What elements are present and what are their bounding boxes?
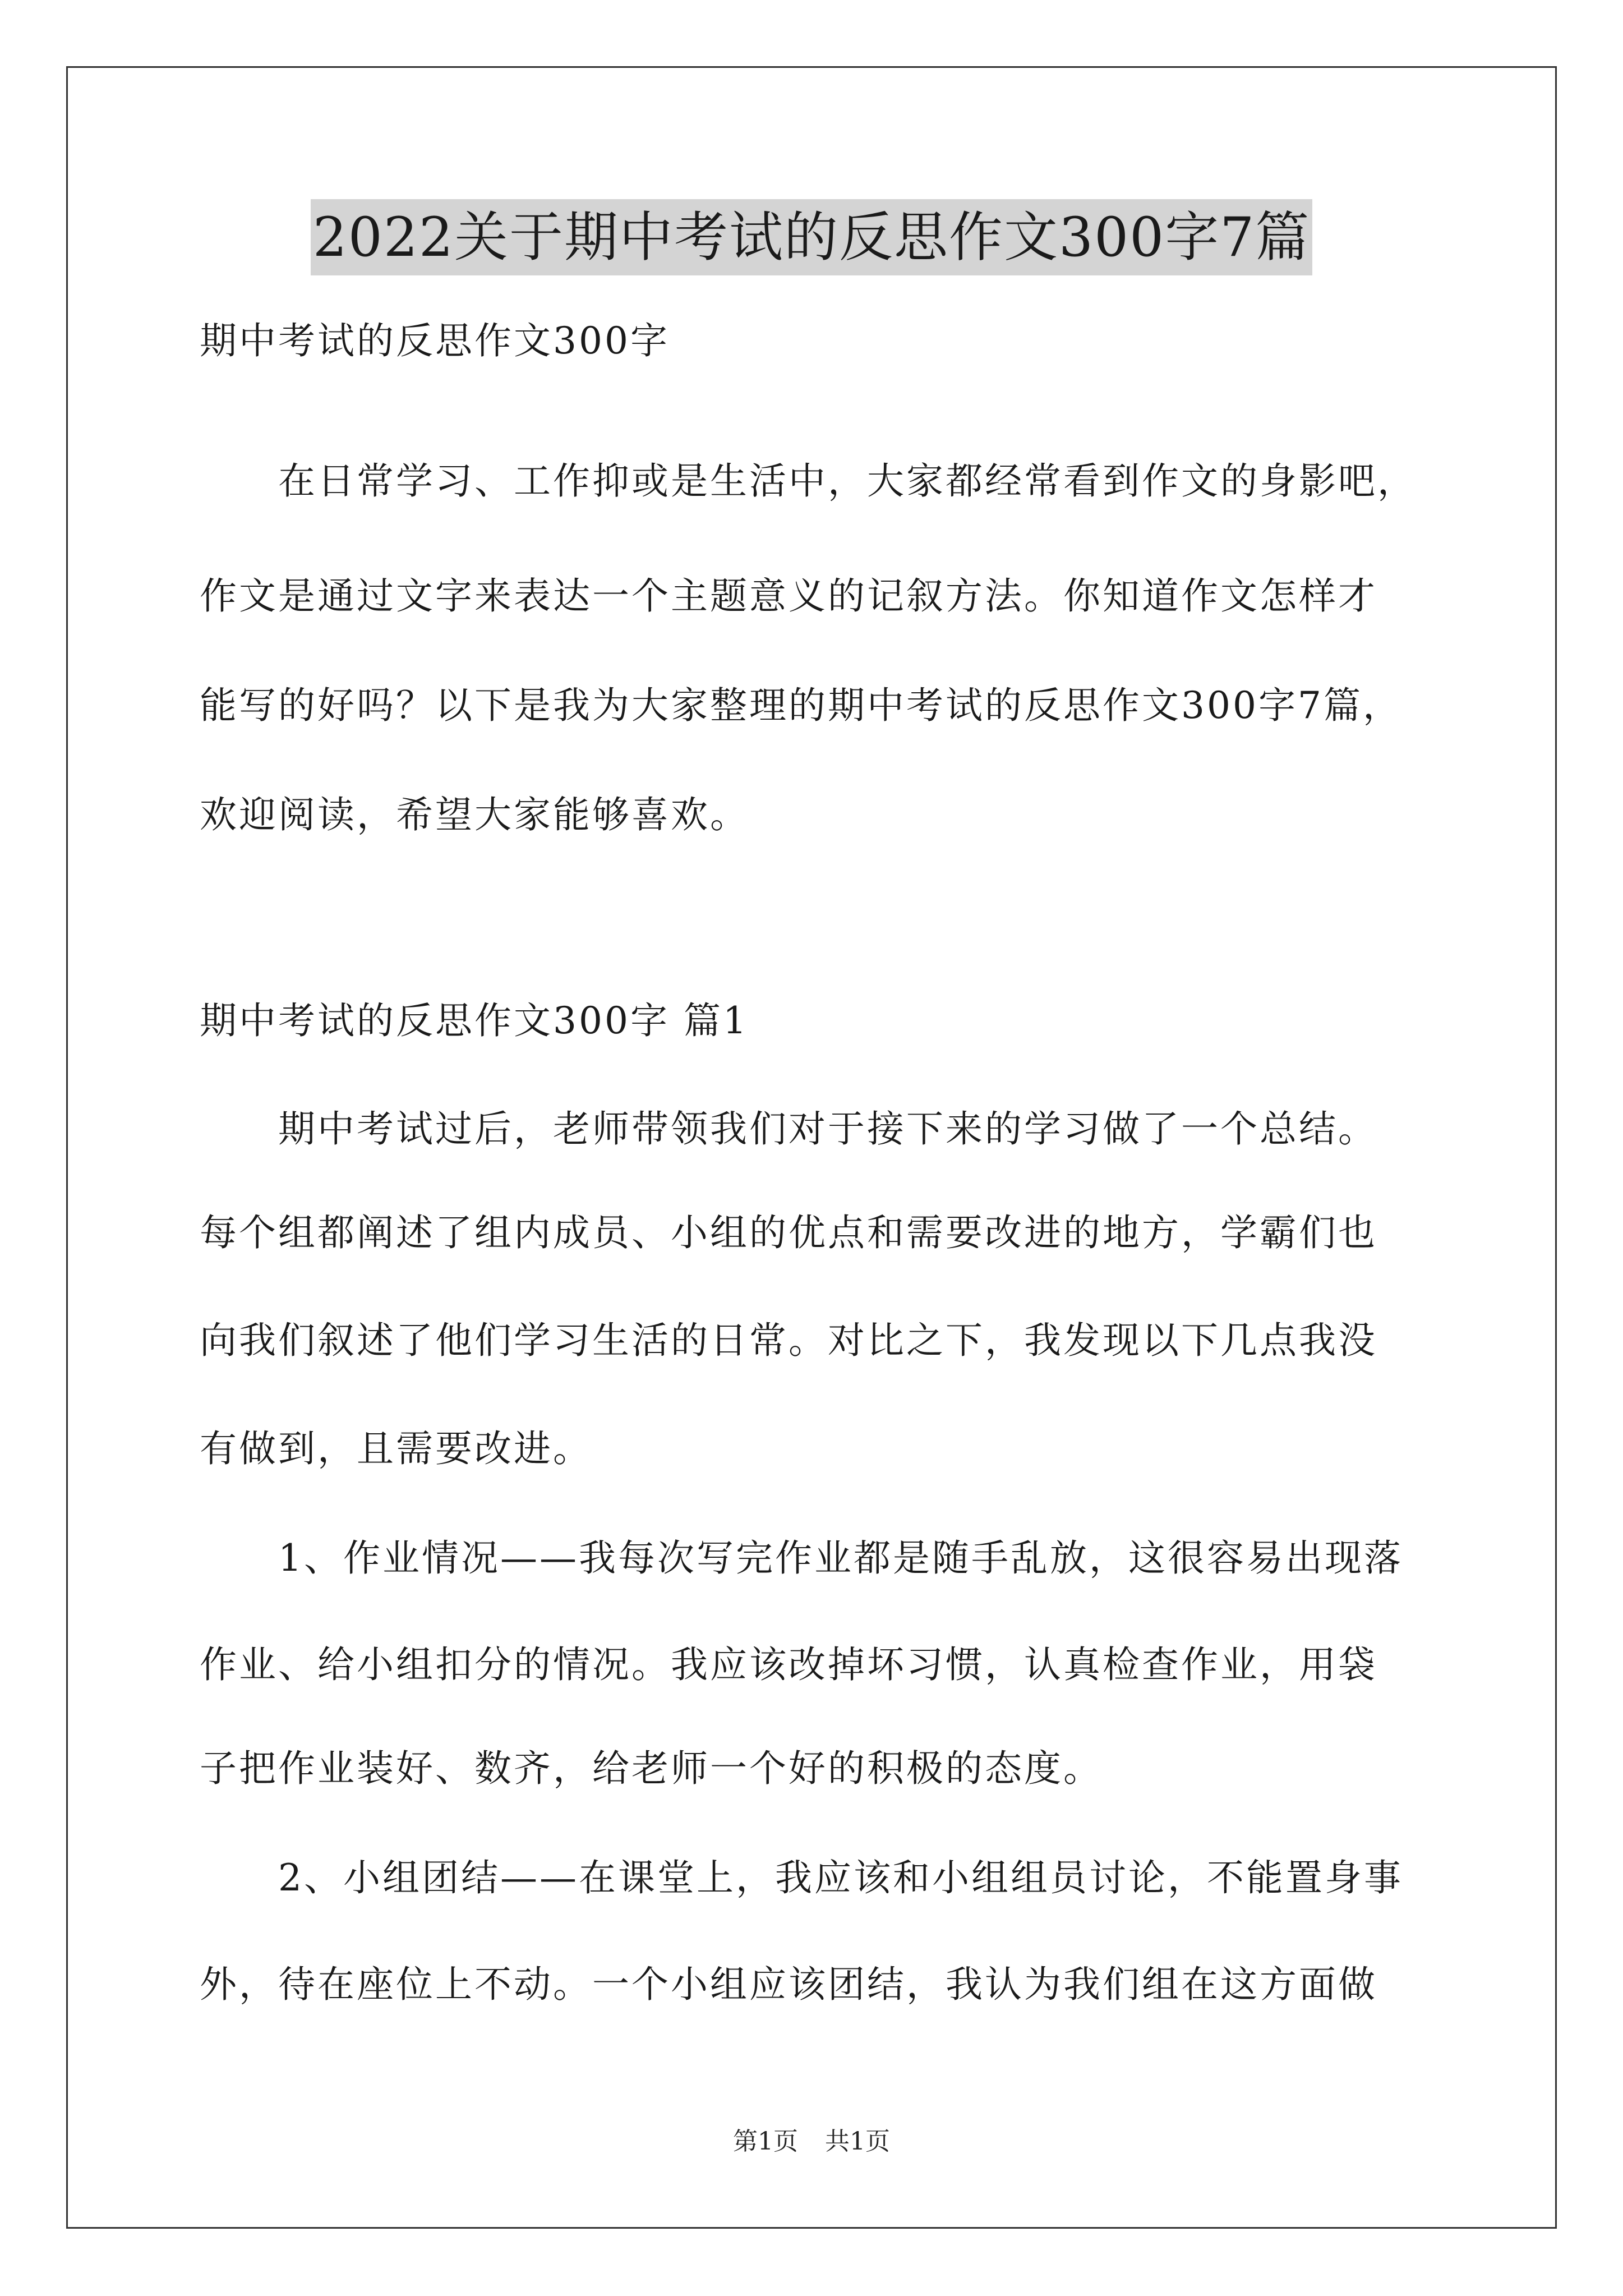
document-title-text: 2022关于期中考试的反思作文300字7篇 — [311, 199, 1313, 275]
page-footer — [0, 2126, 1623, 2157]
document-title — [0, 199, 1623, 275]
intro-line: 能写的好吗？以下是我为大家整理的期中考试的反思作文300字7篇， — [200, 684, 1402, 727]
body-line: 1、作业情况——我每次写完作业都是随手乱放，这很容易出现落 — [278, 1536, 1403, 1580]
page-number-total: 共1页 — [825, 2127, 890, 2156]
intro-line: 在日常学习、工作抑或是生活中，大家都经常看到作文的身影吧， — [278, 459, 1417, 503]
body-line: 子把作业装好、数齐，给老师一个好的积极的态度。 — [200, 1747, 1103, 1790]
body-line: 外，待在座位上不动。一个小组应该团结，我认为我们组在这方面做 — [200, 1963, 1377, 2006]
body-line: 向我们叙述了他们学习生活的日常。对比之下，我发现以下几点我没 — [200, 1319, 1377, 1362]
intro-heading: 期中考试的反思作文300字 — [200, 319, 670, 362]
section-heading: 期中考试的反思作文300字 篇1 — [200, 999, 749, 1042]
intro-line: 作文是通过文字来表达一个主题意义的记叙方法。你知道作文怎样才 — [200, 574, 1377, 618]
body-line: 期中考试过后，老师带领我们对于接下来的学习做了一个总结。 — [278, 1107, 1377, 1151]
body-line: 每个组都阐述了组内成员、小组的优点和需要改进的地方，学霸们也 — [200, 1211, 1377, 1254]
page-number-current: 第1页 — [733, 2127, 798, 2156]
body-line: 作业、给小组扣分的情况。我应该改掉坏习惯，认真检查作业，用袋 — [200, 1643, 1377, 1686]
body-line: 2、小组团结——在课堂上，我应该和小组组员讨论，不能置身事 — [278, 1856, 1403, 1899]
body-line: 有做到，且需要改进。 — [200, 1427, 592, 1470]
intro-line: 欢迎阅读，希望大家能够喜欢。 — [200, 793, 749, 836]
